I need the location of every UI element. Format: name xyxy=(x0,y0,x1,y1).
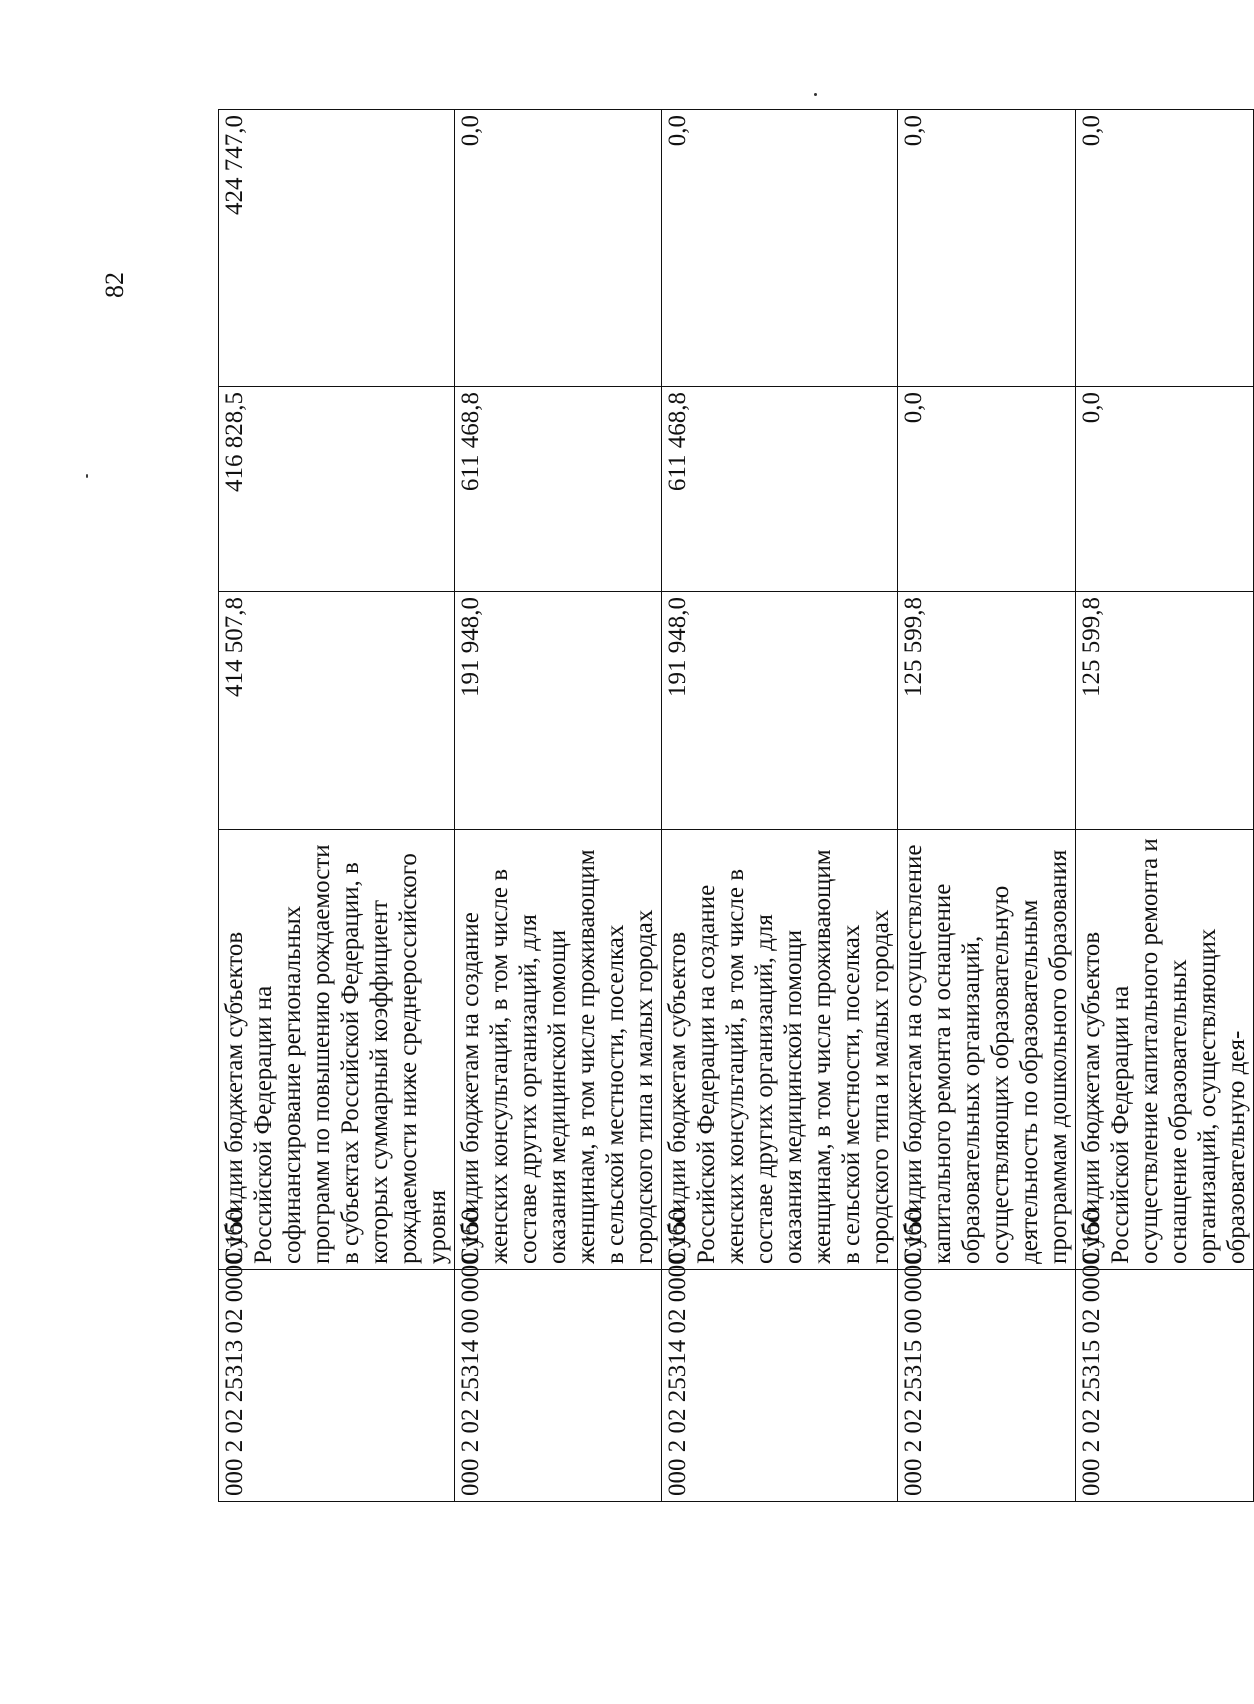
value-3-cell: 0,0 xyxy=(1076,110,1254,387)
table-row xyxy=(898,110,1076,1502)
table-row xyxy=(455,110,662,1502)
description-cell: Субсидии бюджетам на создание женских консультаций, в том числе в составе других организаций, для оказания медицинской помощи женщинам, в том числе проживающим в сельской местности, поселках городского типа и малых городах xyxy=(455,830,662,1270)
value-1-cell: 191 948,0 xyxy=(662,592,898,830)
description-cell: Субсидии бюджетам субъектов Российской Федерации на софинансирование региональных программ по повышению рождаемости в субъектах Российской Федерации, в которых суммарный коэффициент рождаемости ниже среднероссийского уровня xyxy=(219,830,455,1270)
value-3-cell: 424 747,0 xyxy=(219,110,455,387)
budget-table xyxy=(218,109,1254,1502)
description-cell: Субсидии бюджетам субъектов Российской Федерации на осуществление капитального ремонта и оснащение образовательных организаций, осуществляющих образовательную дея- xyxy=(1076,830,1254,1270)
budget-code-cell: 000 2 02 25315 00 0000 150 xyxy=(898,1270,1076,1502)
page-number: 82 xyxy=(100,272,129,298)
value-1-cell: 191 948,0 xyxy=(455,592,662,830)
value-3-cell: 0,0 xyxy=(455,110,662,387)
table-row xyxy=(219,110,455,1502)
value-2-cell: 0,0 xyxy=(1076,387,1254,592)
budget-code-cell: 000 2 02 25314 02 0000 150 xyxy=(662,1270,898,1502)
scan-speck xyxy=(86,474,88,478)
value-1-cell: 125 599,8 xyxy=(898,592,1076,830)
scan-speck xyxy=(814,93,817,96)
table-container xyxy=(218,110,1250,1502)
description-cell: Субсидии бюджетам субъектов Российской Федерации на создание женских консультаций, в том числе в составе других организаций, для оказания медицинской помощи женщинам, в том числе проживающим в сельской местности, поселках городского типа и малых городах xyxy=(662,830,898,1270)
value-1-cell: 125 599,8 xyxy=(1076,592,1254,830)
table-row xyxy=(662,110,898,1502)
budget-code-cell: 000 2 02 25313 02 0000 150 xyxy=(219,1270,455,1502)
description-cell: Субсидии бюджетам на осуществление капитального ремонта и оснащение образовательных организаций, осуществляющих образовательную деятельность по образовательным программам дошкольного образования xyxy=(898,830,1076,1270)
value-1-cell: 414 507,8 xyxy=(219,592,455,830)
budget-code-cell: 000 2 02 25315 02 0000 150 xyxy=(1076,1270,1254,1502)
value-2-cell: 416 828,5 xyxy=(219,387,455,592)
value-3-cell: 0,0 xyxy=(662,110,898,387)
table-row xyxy=(1076,110,1254,1502)
budget-code-cell: 000 2 02 25314 00 0000 150 xyxy=(455,1270,662,1502)
value-2-cell: 0,0 xyxy=(898,387,1076,592)
value-2-cell: 611 468,8 xyxy=(662,387,898,592)
value-3-cell: 0,0 xyxy=(898,110,1076,387)
value-2-cell: 611 468,8 xyxy=(455,387,662,592)
